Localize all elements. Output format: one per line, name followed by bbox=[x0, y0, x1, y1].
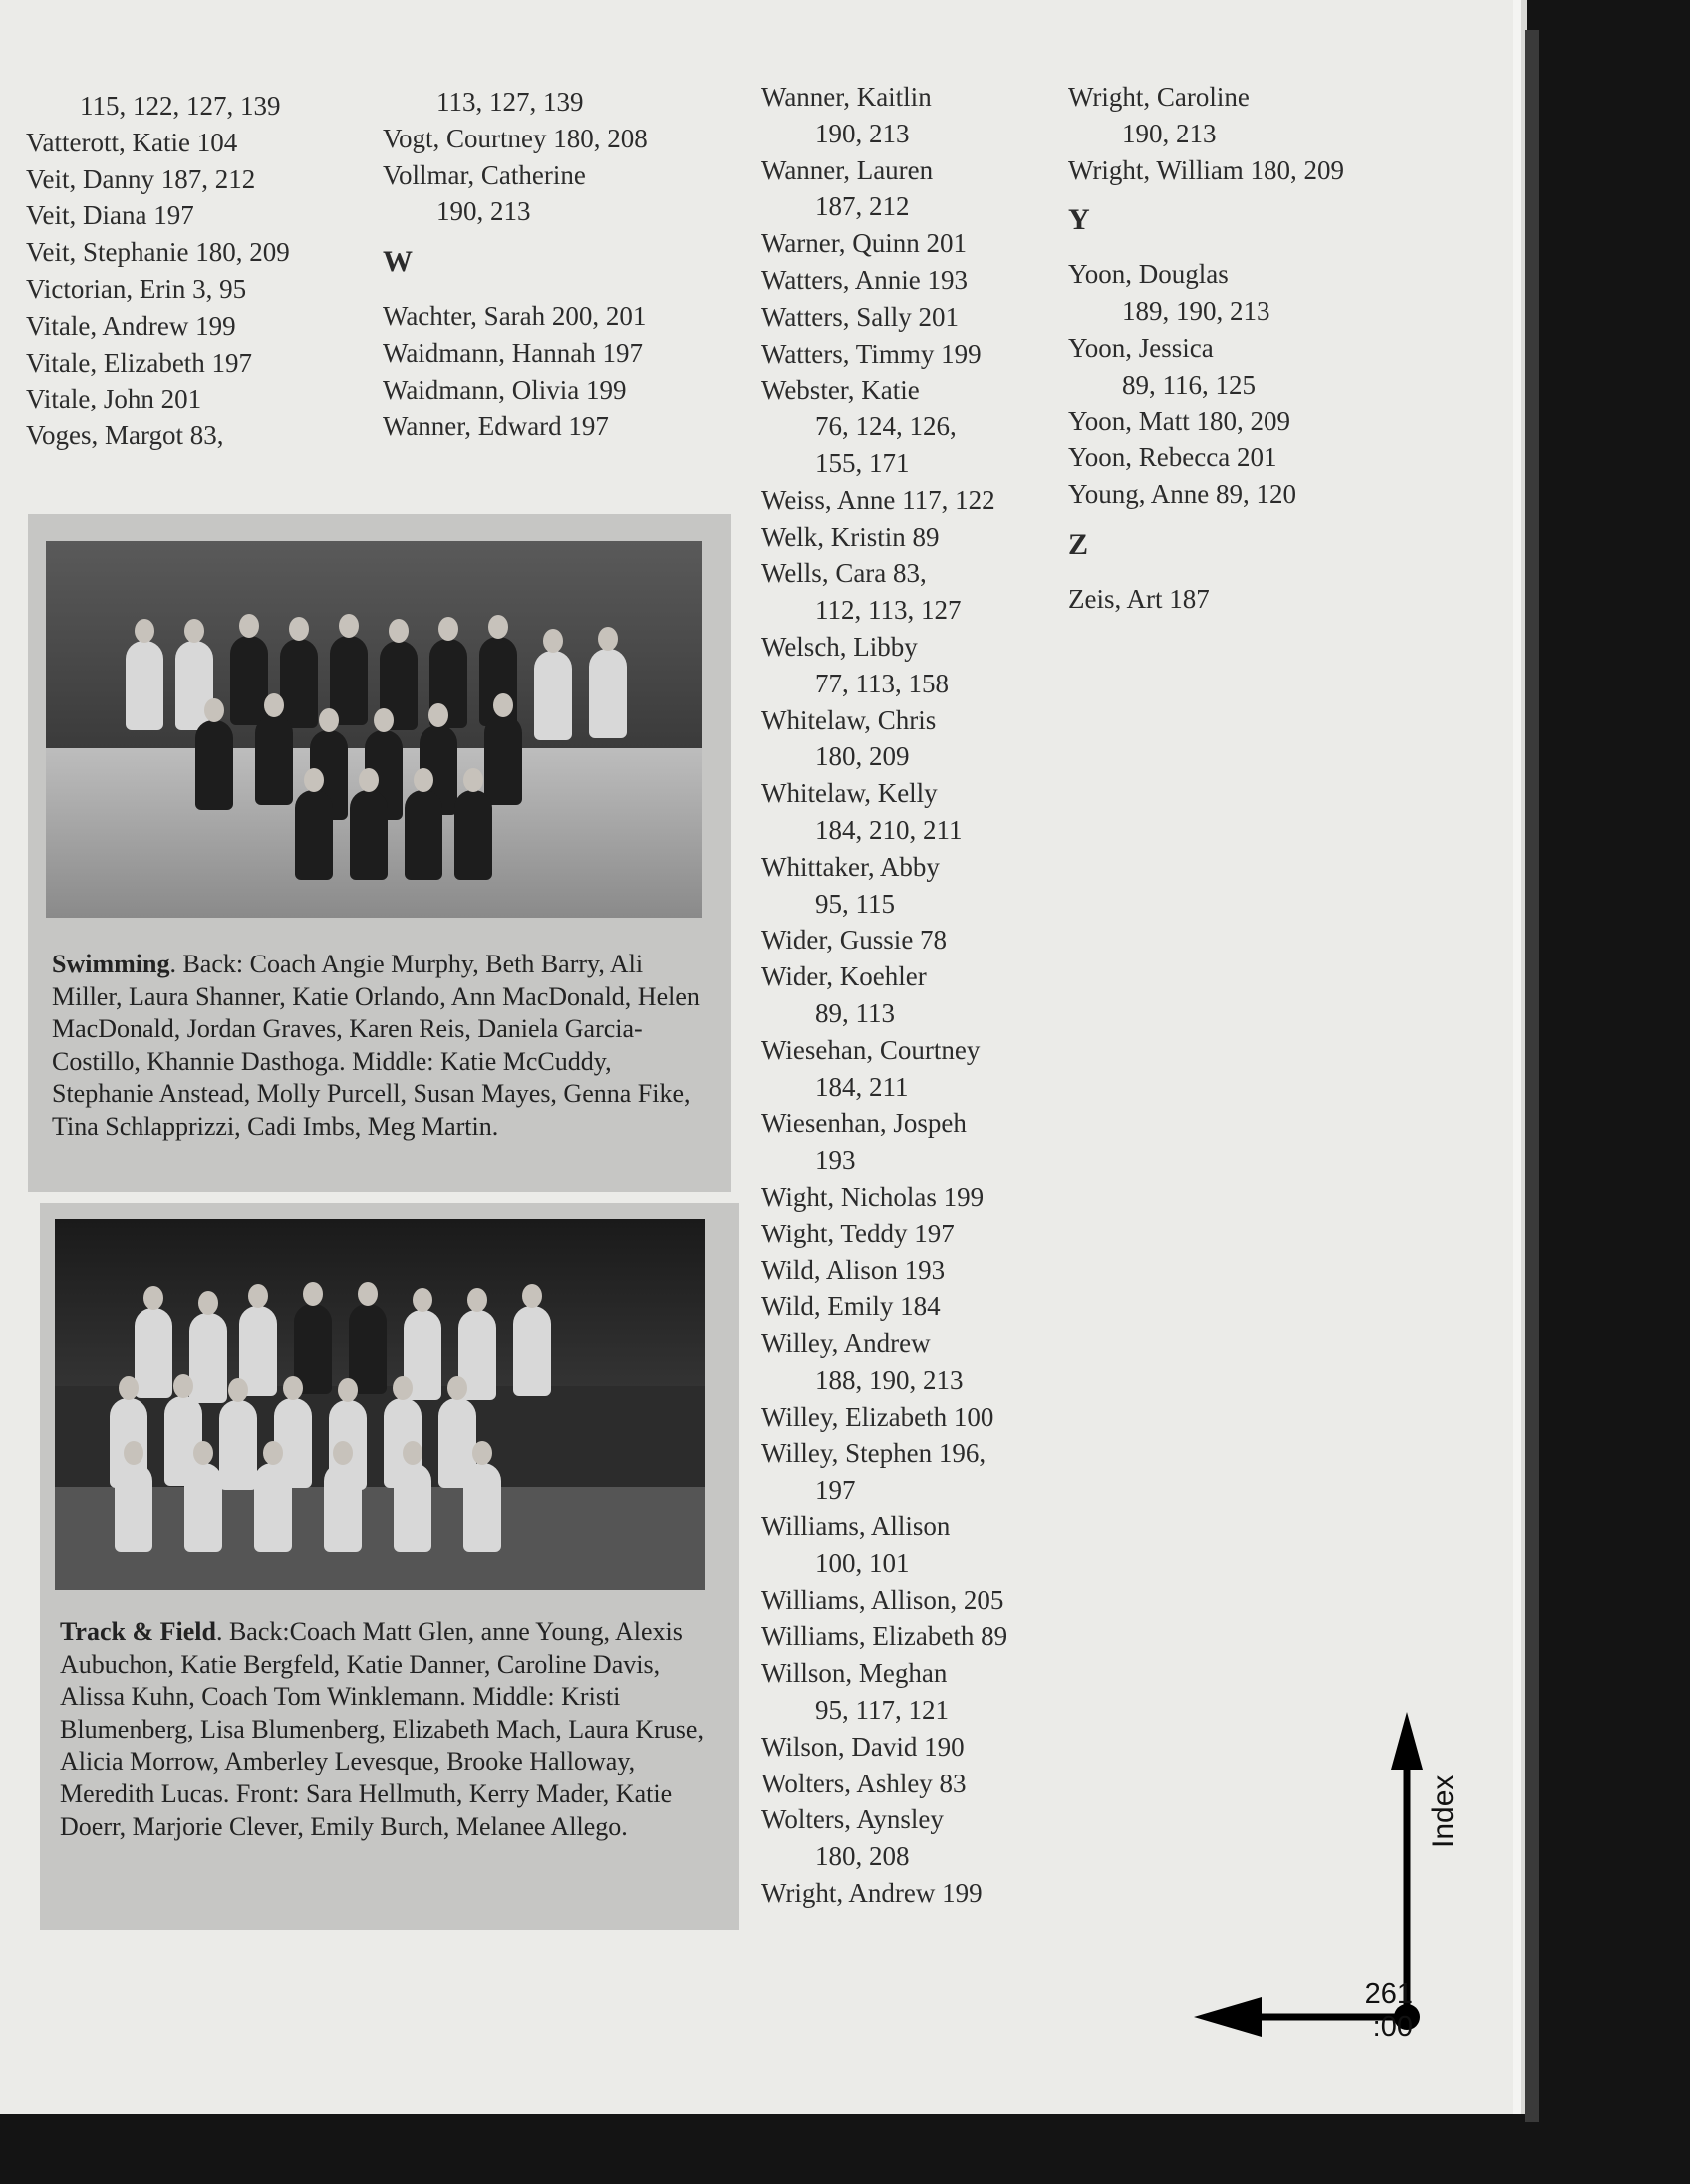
index-letter-heading: W bbox=[383, 245, 413, 279]
index-page-refs: 189, 190, 213 bbox=[1122, 296, 1270, 327]
index-page-refs: 190, 213 bbox=[436, 196, 531, 227]
index-entry: Yoon, Matt 180, 209 bbox=[1068, 406, 1291, 436]
track-team-photo bbox=[55, 1219, 705, 1590]
page-edge bbox=[1525, 30, 1539, 2122]
index-entry: Williams, Allison, 205 bbox=[761, 1584, 1004, 1615]
index-entry: Willey, Stephen 196, bbox=[761, 1438, 986, 1469]
index-page-refs: 89, 116, 125 bbox=[1122, 369, 1256, 400]
index-letter-heading: Y bbox=[1068, 203, 1090, 237]
index-entry: Wight, Teddy 197 bbox=[761, 1218, 955, 1248]
index-entry: Vitale, Elizabeth 197 bbox=[26, 347, 253, 378]
index-entry: Warner, Quinn 201 bbox=[761, 228, 967, 259]
left-arrow-icon bbox=[1194, 1997, 1262, 2037]
index-entry: Yoon, Douglas bbox=[1068, 259, 1229, 290]
index-page-refs: 188, 190, 213 bbox=[815, 1364, 964, 1395]
swimming-caption bbox=[52, 949, 719, 1144]
index-page-refs: 184, 211 bbox=[815, 1071, 909, 1102]
index-page-refs: 190, 213 bbox=[1122, 118, 1217, 148]
index-entry: Watters, Annie 193 bbox=[761, 264, 969, 295]
index-entry: Wachter, Sarah 200, 201 bbox=[383, 301, 647, 332]
index-entry: Wilson, David 190 bbox=[761, 1731, 965, 1762]
index-entry: Victorian, Erin 3, 95 bbox=[26, 273, 247, 304]
index-page-refs: 187, 212 bbox=[815, 191, 910, 222]
section-label: Index bbox=[1427, 1774, 1460, 1848]
index-entry: Wolters, Ashley 83 bbox=[761, 1768, 967, 1798]
index-page-refs: 100, 101 bbox=[815, 1547, 910, 1578]
index-entry: Willey, Elizabeth 100 bbox=[761, 1401, 994, 1432]
index-entry: Wanner, Edward 197 bbox=[383, 410, 609, 441]
index-letter-heading: Z bbox=[1068, 527, 1089, 561]
index-page-refs: 77, 113, 158 bbox=[815, 668, 949, 698]
track-caption-text: . Back:Coach Matt Glen, anne Young, Alexis Aubuchon, Katie Bergfeld, Katie Danner, Caroline Davis, Alissa Kuhn, Coach Tom Winklemann. Middle: Kristi Blumenberg, Lisa Blumenberg, Elizabeth Mach, Laura Kruse, Alicia Morrow, Amberley Levesque, Brooke Halloway, Meredith Lucas. Front: Sara Hellmuth, Kerry Mader, Katie Doerr, Marjorie Clever, Emily Burch, Melanee Allego. bbox=[60, 1617, 704, 1841]
index-entry: Wiesehan, Courtney bbox=[761, 1034, 981, 1065]
index-page-refs: 95, 115 bbox=[815, 888, 895, 919]
index-entry: Waidmann, Hannah 197 bbox=[383, 337, 644, 368]
index-page-refs: 184, 210, 211 bbox=[815, 814, 963, 845]
index-page-refs: 112, 113, 127 bbox=[815, 595, 962, 626]
index-entry: Wider, Gussie 78 bbox=[761, 925, 948, 956]
index-entry: Whitelaw, Chris bbox=[761, 704, 937, 735]
index-entry: Weiss, Anne 117, 122 bbox=[761, 484, 995, 515]
index-entry: Zeis, Art 187 bbox=[1068, 583, 1210, 614]
up-arrow-icon bbox=[1391, 1712, 1423, 1770]
index-page-refs: 89, 113 bbox=[815, 997, 895, 1028]
index-entry: Welk, Kristin 89 bbox=[761, 521, 940, 552]
index-entry: Veit, Stephanie 180, 209 bbox=[26, 237, 290, 268]
index-entry: Vogt, Courtney 180, 208 bbox=[383, 123, 648, 153]
index-page-refs: 193 bbox=[815, 1145, 856, 1176]
index-entry: Vollmar, Catherine bbox=[383, 159, 586, 190]
index-entry: Wells, Cara 83, bbox=[761, 558, 927, 589]
index-page-refs: 190, 213 bbox=[815, 118, 910, 148]
index-entry: Vitale, John 201 bbox=[26, 384, 202, 414]
index-entry: Veit, Danny 187, 212 bbox=[26, 163, 256, 194]
index-page-refs: 95, 117, 121 bbox=[815, 1695, 949, 1726]
index-page-refs: 180, 209 bbox=[815, 741, 910, 772]
index-entry: Wright, William 180, 209 bbox=[1068, 154, 1345, 185]
index-entry: Watters, Sally 201 bbox=[761, 301, 960, 332]
index-page-refs: 155, 171 bbox=[815, 447, 910, 478]
index-entry: Wiesenhan, Jospeh bbox=[761, 1108, 967, 1139]
index-entry: Webster, Katie bbox=[761, 375, 920, 406]
swimming-caption-title: Swimming bbox=[52, 950, 170, 978]
swimming-caption-text: . Back: Coach Angie Murphy, Beth Barry, Ali Miller, Laura Shanner, Katie Orlando, Ann MacDonald, Helen MacDonald, Jordan Graves, Karen Reis, Daniela Garcia-Costillo, Khannie Dasthoga. Middle: Katie McCuddy, Stephanie Anstead, Molly Purcell, Susan Mayes, Genna Fike, Tina Schlapprizzi, Cadi Imbs, Meg Martin. bbox=[52, 950, 700, 1141]
index-entry: Wild, Emily 184 bbox=[761, 1291, 941, 1322]
track-caption-title: Track & Field bbox=[60, 1617, 216, 1646]
index-entry: Wider, Koehler bbox=[761, 961, 927, 992]
index-entry: Williams, Allison bbox=[761, 1511, 951, 1542]
index-entry: Wild, Alison 193 bbox=[761, 1254, 946, 1285]
index-page-refs: 180, 208 bbox=[815, 1841, 910, 1872]
index-page-refs: 197 bbox=[815, 1475, 856, 1505]
index-entry: Wright, Andrew 199 bbox=[761, 1878, 983, 1909]
index-entry: Waidmann, Olivia 199 bbox=[383, 374, 627, 405]
index-entry: Voges, Margot 83, bbox=[26, 420, 224, 451]
index-entry: Wright, Caroline bbox=[1068, 82, 1250, 112]
index-column-3 bbox=[761, 79, 1007, 1912]
index-entry: Vatterott, Katie 104 bbox=[26, 127, 238, 157]
index-entry: Welsch, Libby bbox=[761, 631, 918, 662]
index-entry: Watters, Timmy 199 bbox=[761, 338, 982, 369]
index-entry: Willson, Meghan bbox=[761, 1658, 948, 1689]
page-number: 261 :00 bbox=[1364, 1978, 1413, 2043]
index-entry: Wight, Nicholas 199 bbox=[761, 1181, 985, 1212]
index-page-refs: 113, 127, 139 bbox=[436, 87, 584, 117]
index-column-2 bbox=[383, 84, 648, 444]
index-page-refs: 115, 122, 127, 139 bbox=[80, 91, 281, 121]
index-entry: Wolters, Aynsley bbox=[761, 1804, 944, 1835]
index-entry: Yoon, Jessica bbox=[1068, 332, 1214, 363]
index-entry: Wanner, Kaitlin bbox=[761, 82, 932, 112]
index-entry: Williams, Elizabeth 89 bbox=[761, 1621, 1008, 1652]
track-caption bbox=[60, 1616, 717, 1843]
index-page-refs: 76, 124, 126, bbox=[815, 411, 957, 442]
index-entry: Willey, Andrew bbox=[761, 1328, 931, 1359]
index-column-1 bbox=[26, 88, 290, 454]
index-entry: Wanner, Lauren bbox=[761, 154, 934, 185]
index-entry: Whitelaw, Kelly bbox=[761, 778, 938, 809]
index-entry: Young, Anne 89, 120 bbox=[1068, 479, 1297, 510]
index-entry: Yoon, Rebecca 201 bbox=[1068, 442, 1277, 473]
index-entry: Vitale, Andrew 199 bbox=[26, 310, 236, 341]
index-column-4 bbox=[1068, 79, 1344, 618]
index-entry: Veit, Diana 197 bbox=[26, 200, 194, 231]
index-entry: Whittaker, Abby bbox=[761, 851, 940, 882]
swimming-team-photo bbox=[46, 541, 702, 918]
